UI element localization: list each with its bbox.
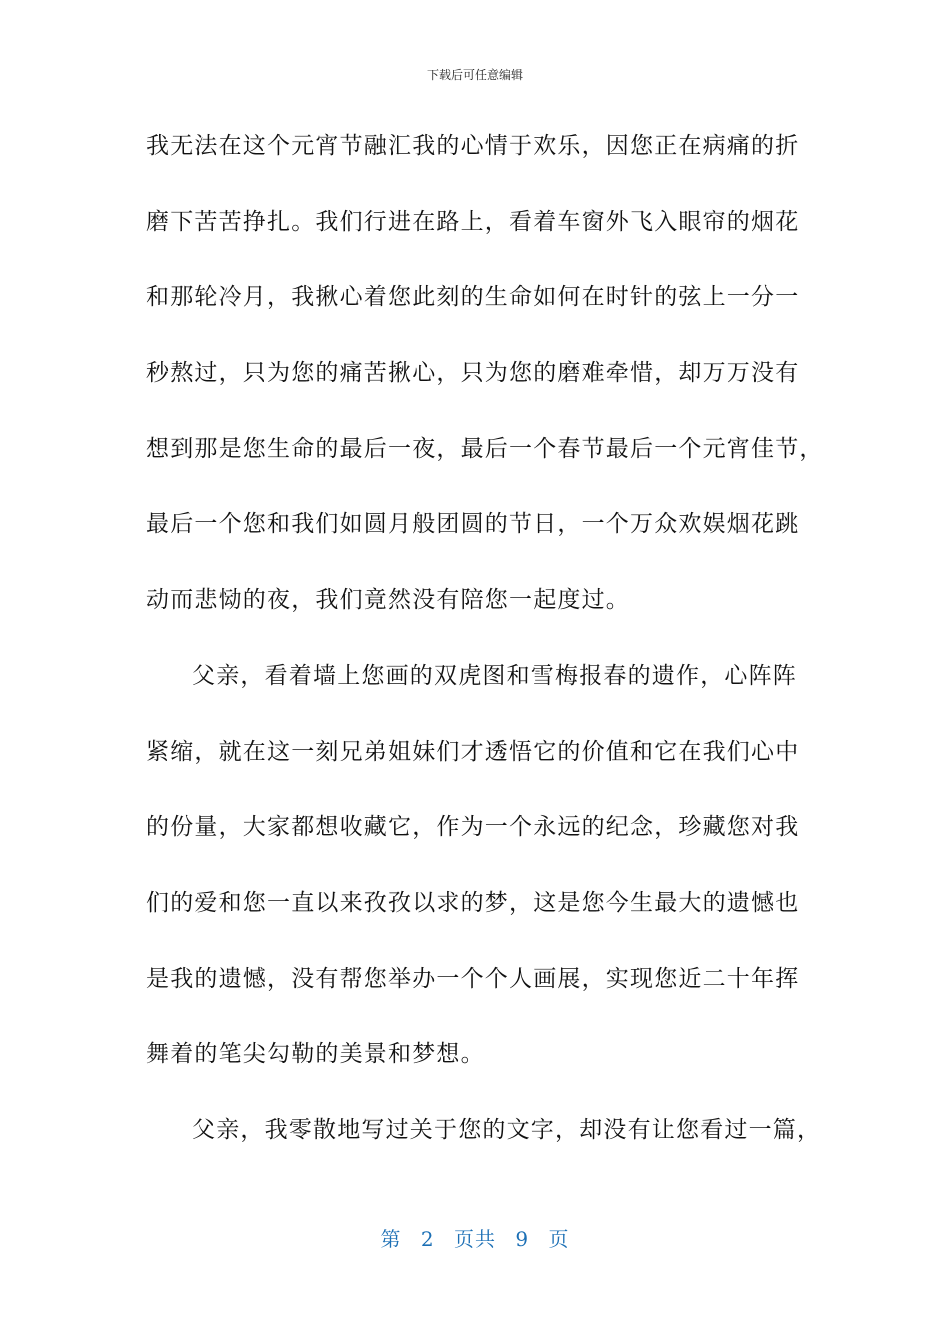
paragraph-first-line: 父亲，我零散地写过关于您的文字，却没有让您看过一篇，	[192, 1116, 822, 1143]
text-line: 紧缩，就在这一刻兄弟姐妹们才透悟它的价值和它在我们心中	[146, 738, 800, 765]
text-line: 磨下苦苦挣扎。我们行进在路上，看着车窗外飞入眼帘的烟花	[146, 208, 800, 235]
text-line: 最后一个您和我们如圆月般团圆的节日，一个万众欢娱烟花跳	[146, 511, 800, 538]
text-line: 的份量，大家都想收藏它，作为一个永远的纪念，珍藏您对我	[146, 814, 800, 841]
page-header-note: 下载后可任意编辑	[426, 68, 523, 82]
text-line: 我无法在这个元宵节融汇我的心情于欢乐，因您正在病痛的折	[146, 133, 800, 159]
text-line: 秒熬过，只为您的痛苦揪心，只为您的磨难牵惜，却万万没有	[146, 360, 800, 387]
text-line: 和那轮冷月，我揪心着您此刻的生命如何在时针的弦上一分一	[146, 284, 800, 311]
document-body	[146, 126, 824, 1186]
text-line: 想到那是您生命的最后一夜，最后一个春节最后一个元宵佳节，	[146, 435, 824, 462]
footer-page-suffix: 页	[548, 1227, 570, 1251]
text-line: 们的爱和您一直以来孜孜以求的梦，这是您今生最大的遗憾也	[146, 889, 800, 916]
paragraph-first-line: 父亲，看着墙上您画的双虎图和雪梅报春的遗作，心阵阵	[192, 662, 797, 689]
text-line: 动而悲恸的夜，我们竟然没有陪您一起度过。	[146, 587, 630, 614]
page-footer	[0, 1226, 950, 1252]
footer-page-prefix: 第	[380, 1227, 402, 1251]
text-line: 舞着的笔尖勾勒的美景和梦想。	[146, 1041, 485, 1068]
footer-total-pages: 9	[515, 1227, 530, 1251]
footer-page-number: 2	[420, 1227, 435, 1251]
footer-page-middle: 页共	[454, 1227, 496, 1251]
text-line: 是我的遗憾，没有帮您举办一个个人画展，实现您近二十年挥	[146, 965, 800, 992]
